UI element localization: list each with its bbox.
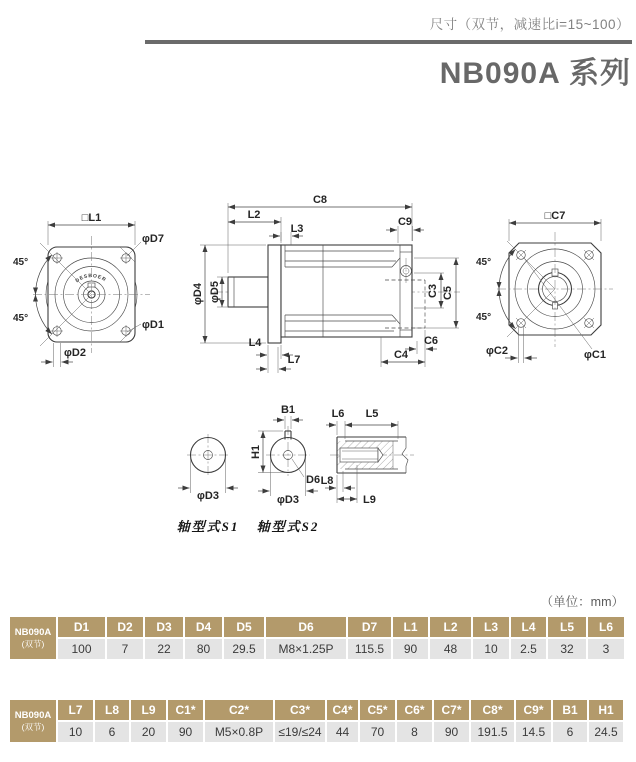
caption-shaft-s1: 轴型式S1 xyxy=(176,519,240,534)
col-header: D3 xyxy=(145,617,183,637)
header-rule xyxy=(145,40,632,44)
value-cell: 29.5 xyxy=(224,639,264,659)
col-header: L5 xyxy=(548,617,586,637)
caption-shaft-s2: 轴型式S2 xyxy=(256,519,320,534)
unit-note: （单位：mm） xyxy=(540,595,624,609)
dim-L2: L2 xyxy=(247,209,261,221)
dim-B1: B1 xyxy=(280,404,296,416)
col-header: C6* xyxy=(397,700,432,720)
dim-angle-bottom: 45° xyxy=(13,313,29,324)
col-header: C3* xyxy=(275,700,325,720)
col-header: C5* xyxy=(360,700,395,720)
col-header: L2 xyxy=(430,617,471,637)
col-header: L7 xyxy=(58,700,93,720)
dim-C6: C6 xyxy=(423,335,439,347)
side-view xyxy=(192,194,460,373)
table-row-label xyxy=(10,700,56,742)
col-header: C7* xyxy=(434,700,469,720)
dim-D3: φD3 xyxy=(197,490,219,502)
dim-C4: C4 xyxy=(393,349,409,361)
value-cell: M5×0.8P xyxy=(205,722,273,742)
dim-C2: φC2 xyxy=(486,345,508,357)
col-header: D7 xyxy=(348,617,391,637)
dim-D6: D6 xyxy=(306,474,321,486)
dim-D2: φD2 xyxy=(64,347,86,359)
front-view xyxy=(13,212,164,367)
value-cell: 20 xyxy=(131,722,166,742)
dim-D3: φD3 xyxy=(277,494,299,506)
dim-angle-bottom: 45° xyxy=(476,312,492,323)
model-label: NB090A xyxy=(14,626,52,638)
dim-L9: L9 xyxy=(363,494,376,506)
col-header: C8* xyxy=(471,700,514,720)
value-cell: 8 xyxy=(397,722,432,742)
dim-D7: φD7 xyxy=(142,233,164,245)
col-header: C9* xyxy=(516,700,551,720)
shaft-type-s2 xyxy=(250,404,320,534)
col-header: H1 xyxy=(589,700,623,720)
spec-note: 尺寸（双节，减速比i=15~100） xyxy=(429,17,630,32)
col-header: D5 xyxy=(224,617,264,637)
value-cell: 191.5 xyxy=(471,722,514,742)
value-cell: 90 xyxy=(434,722,469,742)
value-cell: 32 xyxy=(548,639,586,659)
dim-angle-top: 45° xyxy=(13,257,29,268)
stage-label: (双节) xyxy=(21,721,45,732)
col-header: L4 xyxy=(511,617,546,637)
dim-L4: L4 xyxy=(248,337,262,349)
page-title: NB090A 系列 xyxy=(439,57,631,90)
value-cell: 44 xyxy=(327,722,358,742)
value-cell: 10 xyxy=(473,639,509,659)
value-cell: 6 xyxy=(553,722,587,742)
shaft-type-s1 xyxy=(177,434,240,534)
value-cell: 24.5 xyxy=(589,722,623,742)
col-header: C1* xyxy=(168,700,203,720)
dim-L7: L7 xyxy=(287,354,301,366)
col-header: D6 xyxy=(266,617,346,637)
value-cell: 100 xyxy=(58,639,105,659)
dim-D1: φD1 xyxy=(142,319,164,331)
shaft-section-detail xyxy=(321,408,414,506)
dimension-table-1 xyxy=(8,615,626,661)
value-cell: M8×1.25P xyxy=(266,639,346,659)
col-header: C2* xyxy=(205,700,273,720)
value-cell: 80 xyxy=(185,639,222,659)
value-cell: 22 xyxy=(145,639,183,659)
col-header: L9 xyxy=(131,700,166,720)
dim-L3: L3 xyxy=(290,223,304,235)
col-header: L8 xyxy=(95,700,129,720)
value-cell: 6 xyxy=(95,722,129,742)
col-header: L1 xyxy=(393,617,428,637)
dimension-table-2 xyxy=(8,698,625,744)
value-cell: 90 xyxy=(168,722,203,742)
col-header: L3 xyxy=(473,617,509,637)
brand-logo-arc: DESBOER xyxy=(74,273,108,285)
value-cell: 10 xyxy=(58,722,93,742)
dim-D4: φD4 xyxy=(192,283,204,305)
value-cell: 2.5 xyxy=(511,639,546,659)
model-label: NB090A xyxy=(14,709,52,721)
dim-C8: C8 xyxy=(312,194,328,206)
col-header: C4* xyxy=(327,700,358,720)
value-cell: 7 xyxy=(107,639,143,659)
col-header: D4 xyxy=(185,617,222,637)
dim-C1: φC1 xyxy=(584,349,606,361)
rear-view xyxy=(476,210,613,363)
dim-D5: φD5 xyxy=(209,281,221,303)
table-row-label xyxy=(10,617,56,659)
dim-angle-top: 45° xyxy=(476,257,492,268)
value-cell: 3 xyxy=(588,639,624,659)
dim-L1: □L1 xyxy=(81,212,102,224)
value-cell: 48 xyxy=(430,639,471,659)
dim-C7: □C7 xyxy=(544,210,566,222)
stage-label: (双节) xyxy=(21,638,45,649)
dim-L6: L6 xyxy=(331,408,345,420)
dim-C5: C5 xyxy=(442,285,454,301)
technical-drawing xyxy=(0,95,636,585)
col-header: D2 xyxy=(107,617,143,637)
col-header: L6 xyxy=(588,617,624,637)
value-cell: 90 xyxy=(393,639,428,659)
value-cell: 14.5 xyxy=(516,722,551,742)
dim-L5: L5 xyxy=(365,408,379,420)
col-header: D1 xyxy=(58,617,105,637)
dim-C3: C3 xyxy=(427,283,439,299)
value-cell: 70 xyxy=(360,722,395,742)
dim-H1: H1 xyxy=(250,444,262,460)
value-cell: ≤19/≤24 xyxy=(275,722,325,742)
value-cell: 115.5 xyxy=(348,639,391,659)
col-header: B1 xyxy=(553,700,587,720)
dim-C9: C9 xyxy=(397,216,413,228)
dim-L8: L8 xyxy=(320,475,334,487)
